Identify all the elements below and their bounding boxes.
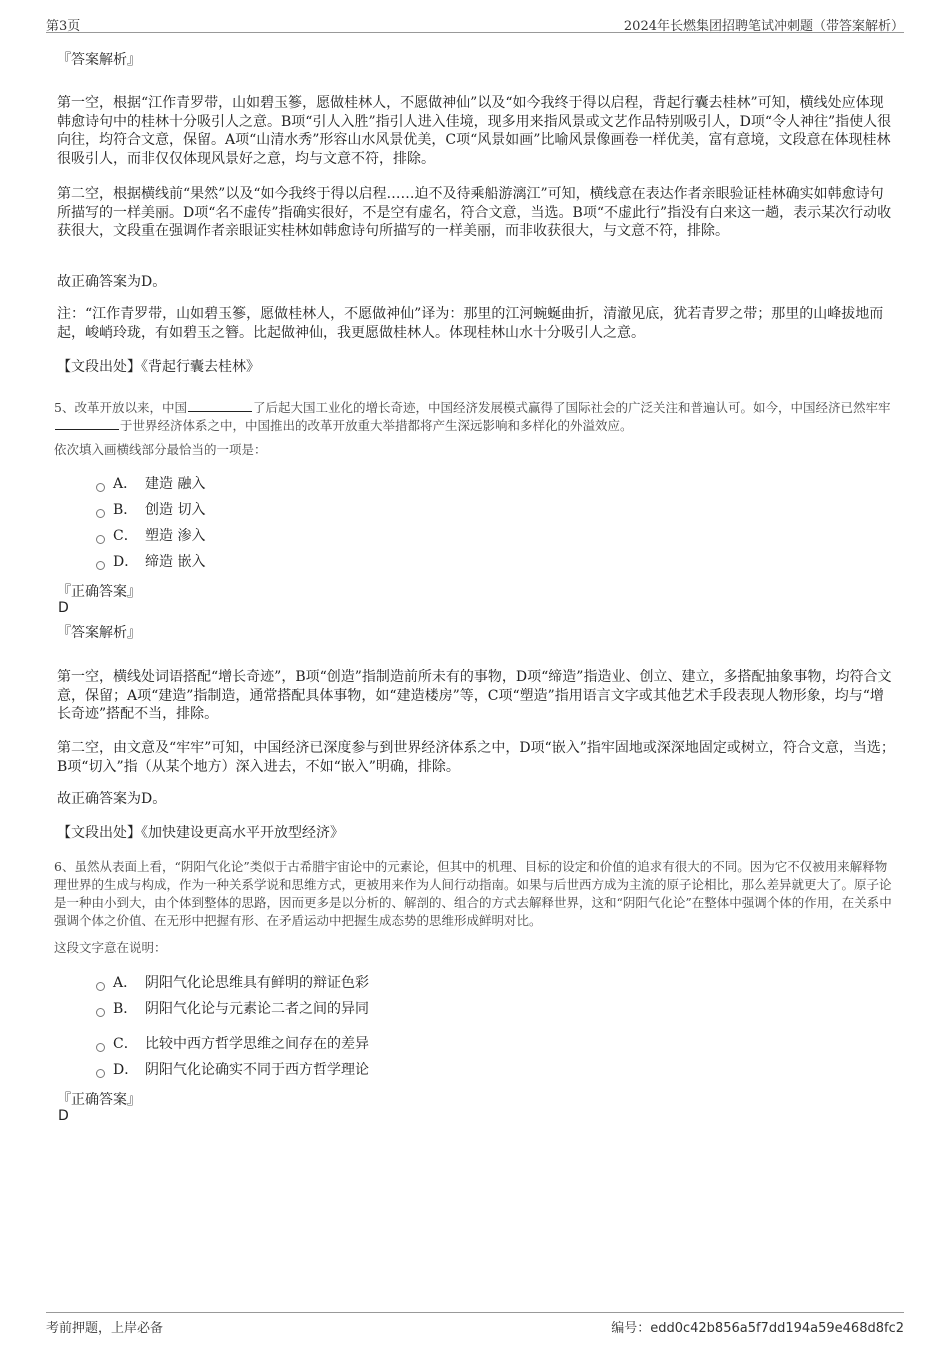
- q6-option-a[interactable]: A． 阴阳气化论思维具有鲜明的辩证色彩: [96, 973, 369, 993]
- question-6-prompt: 这段文字意在说明：: [54, 940, 167, 955]
- blank-1: [188, 399, 252, 412]
- radio-icon[interactable]: [96, 561, 105, 570]
- q5-option-d[interactable]: D． 缔造 嵌入: [96, 552, 205, 572]
- document-code: 编号：edd0c42b856a5f7dd194a59e468d8fc2: [611, 1321, 904, 1336]
- question-5-prompt: 依次填入画横线部分最恰当的一项是：: [54, 442, 267, 457]
- footer-slogan: 考前押题，上岸必备: [46, 1321, 164, 1336]
- conclusion: 故正确答案为D。: [57, 791, 167, 807]
- source-citation: 【文段出处】《背起行囊去桂林》: [57, 359, 260, 375]
- q5-option-a[interactable]: A． 建造 融入: [96, 474, 205, 494]
- radio-icon[interactable]: [96, 1043, 105, 1052]
- question-6-stem: 6、虽然从表面上看，“阴阳气化论”类似于古希腊宇宙论中的元素论，但其中的机理、目标的设定和价值的追求有很大的不同。因为它不仅被用来解释物理世界的生成与构成，作为一种关系学说和思维方式，更被用来作为人间行动指南。如果与后世西方成为主流的原子论相比，那么差异就更大了。原子论是一种由小到大，由个体到整体的思路，因而更多是以分析的、解剖的、组合的方式去解释世界，这和“阴阳气化论”在整体中强调个体的作用，在关系中强调个体之价值、在无形中把握有形、在矛盾运动中把握生成态势的思维形成鲜明对比。: [54, 858, 892, 928]
- question-5-stem: 5、改革开放以来，中国 了后起大国工业化的增长奇迹，中国经济发展模式赢得了国际社会的广泛关注和普遍认可。如今，中国经济已然牢牢于世界经济体系之中，中国推出的改革开放重大举措都将产生深远影响和多样化的外溢效应。: [54, 399, 891, 433]
- analysis-paragraph-2: 第二空，由文意及“牢牢”可知，中国经济已深度参与到世界经济体系之中，D项“嵌入”指牢固地或深深地固定或树立，符合文意，当选；B项“切入”指（从某个地方）深入进去，不如“嵌入”明确，排除。: [57, 740, 895, 775]
- correct-answer: D: [58, 1108, 69, 1124]
- radio-icon[interactable]: [96, 1069, 105, 1078]
- document-title: 2024年长燃集团招聘笔试冲刺题（带答案解析）: [623, 19, 904, 34]
- source-citation: 【文段出处】《加快建设更高水平开放型经济》: [57, 825, 344, 841]
- correct-answer-label: 『正确答案』: [57, 1092, 141, 1108]
- q5-option-c[interactable]: C． 塑造 渗入: [96, 526, 205, 546]
- radio-icon[interactable]: [96, 509, 105, 518]
- correct-answer: D: [58, 600, 69, 616]
- q6-option-d[interactable]: D． 阴阳气化论确实不同于西方哲学理论: [96, 1060, 369, 1080]
- blank-2: [55, 417, 119, 430]
- page-footer: [46, 1312, 904, 1336]
- analysis-label: 『答案解析』: [57, 52, 141, 68]
- translation-note: 注：“江作青罗带，山如碧玉篸，愿做桂林人，不愿做神仙”译为：那里的江河蜿蜒曲折，清澈见底，犹若青罗之带；那里的山峰拔地而起，峻峭玲珑，有如碧玉之簪。比起做神仙，我更愿做桂林人。体现桂林山水十分吸引人之意。: [57, 306, 884, 341]
- conclusion: 故正确答案为D。: [57, 274, 167, 290]
- radio-icon[interactable]: [96, 1008, 105, 1017]
- q6-option-b[interactable]: B． 阴阳气化论与元素论二者之间的异同: [96, 999, 369, 1019]
- page-number: 第3页: [46, 19, 81, 34]
- analysis-label: 『答案解析』: [57, 625, 141, 641]
- analysis-paragraph-1: 第一空，根据“江作青罗带，山如碧玉篸，愿做桂林人，不愿做神仙”以及“如今我终于得以启程，背起行囊去桂林”可知，横线处应体现韩愈诗句中的桂林十分吸引人之意。B项“引人入胜”指引人进入佳境，现多用来指风景或文艺作品特别吸引人，D项“令人神往”指使人很向往，均符合文意，保留。A项“山清水秀”形容山水风景优美，C项“风景如画”比喻风景像画卷一样优美，富有意境，文段意在体现桂林很吸引人，而非仅仅体现风景好之意，均与文意不符，排除。: [57, 95, 892, 167]
- analysis-paragraph-2: 第二空，根据横线前“果然”以及“如今我终于得以启程……迫不及待乘船游漓江”可知，横线意在表达作者亲眼验证桂林确实如韩愈诗句所描写的一样美丽。D项“名不虚传”指确实很好，不是空有虚名，符合文意，当选。B项“不虚此行”指没有白来这一趟，表示某次行动收获很大，文段重在强调作者亲眼证实桂林如韩愈诗句所描写的一样美丽，而非收获很大，与文意不符，排除。: [57, 186, 892, 239]
- correct-answer-label: 『正确答案』: [57, 584, 141, 600]
- page-header: [46, 15, 904, 33]
- analysis-paragraph-1: 第一空，横线处词语搭配“增长奇迹”，B项“创造”指制造前所未有的事物，D项“缔造”指造业、创立、建立，多搭配抽象事物，均符合文意，保留；A项“建造”指制造，通常搭配具体事物，如“建造楼房”等，C项“塑造”指用语言文字或其他艺术手段表现人物形象，均与“增长奇迹”搭配不当，排除。: [57, 669, 892, 722]
- q6-option-c[interactable]: C． 比较中西方哲学思维之间存在的差异: [96, 1034, 369, 1054]
- radio-icon[interactable]: [96, 982, 105, 991]
- q5-option-b[interactable]: B． 创造 切入: [96, 500, 205, 520]
- radio-icon[interactable]: [96, 483, 105, 492]
- radio-icon[interactable]: [96, 535, 105, 544]
